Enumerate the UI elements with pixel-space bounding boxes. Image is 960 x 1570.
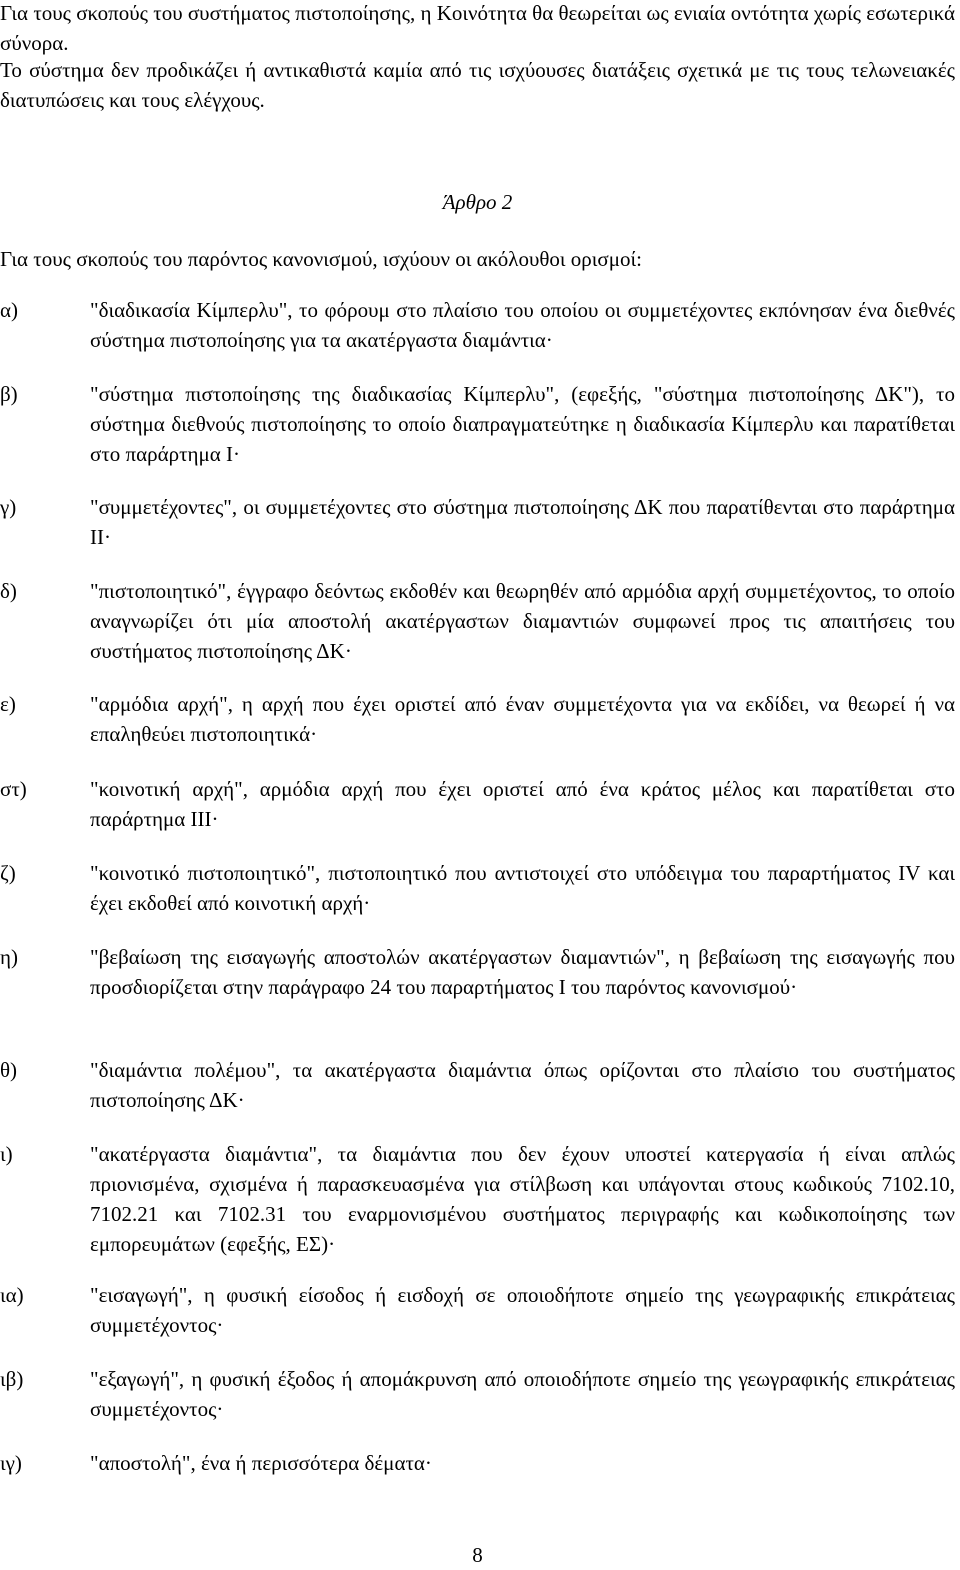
definition-item (0, 1448, 955, 1478)
intro-paragraph-2-text: Το σύστημα δεν προδικάζει ή αντικαθιστά καμία από τις ισχύουσες διατάξεις σχετικά με τις τους τελωνειακές διατυπώσεις και τους ελέγχους. (0, 58, 955, 112)
definition-label: β) (0, 382, 18, 406)
definition-item (0, 295, 955, 355)
definition-text: "εισαγωγή", η φυσική είσοδος ή εισδοχή σε οποιοδήποτε σημείο της γεωγραφικής επικράτειας συμμετέχοντος· (90, 1283, 955, 1337)
definition-item (0, 774, 955, 834)
definition-label: δ) (0, 579, 17, 603)
definition-item (0, 1280, 955, 1340)
definition-text: "διαμάντια πολέμου", τα ακατέργαστα διαμάντια όπως ορίζονται στο πλαίσιο του συστήματος πιστοποίησης ΔΚ· (90, 1058, 955, 1112)
definition-label: ιβ) (0, 1367, 24, 1391)
definition-text: "αρμόδια αρχή", η αρχή που έχει οριστεί από έναν συμμετέχοντα για να εκδίδει, να θεωρεί ή να επαληθεύει πιστοποιητικά· (90, 692, 955, 746)
definition-text: "ακατέργαστα διαμάντια", τα διαμάντια που δεν έχουν υποστεί κατεργασία ή είναι απλώς πριονισμένα, σχισμένα ή παρασκευασμένα για στίλβωση και υπάγονται στους κωδικούς 7102.10, 7102.21 και 7102.31 του εναρμονισμένου συστήματος περιγραφής και κωδικοποίησης των εμπορευμάτων (εφεξής, ΕΣ)· (90, 1142, 955, 1256)
intro-paragraph-1-text: Για τους σκοπούς του συστήματος πιστοποίησης, η Κοινότητα θα θεωρείται ως ενιαία οντότητα χωρίς εσωτερικά σύνορα. (0, 1, 955, 55)
definition-label: ε) (0, 692, 16, 716)
definition-text: "κοινοτικό πιστοποιητικό", πιστοποιητικό που αντιστοιχεί στο υπόδειγμα του παραρτήματος IV και έχει εκδοθεί από κοινοτική αρχή· (90, 861, 955, 915)
definition-text: "αποστολή", ένα ή περισσότερα δέματα· (90, 1451, 432, 1475)
definition-item (0, 1139, 955, 1259)
definition-item (0, 1055, 955, 1115)
intro-paragraph-2 (0, 55, 955, 115)
definition-label: ζ) (0, 861, 16, 885)
article-lead: Για τους σκοπούς του παρόντος κανονισμού, ισχύουν οι ακόλουθοι ορισμοί: (0, 247, 642, 271)
definition-label: θ) (0, 1058, 18, 1082)
definition-text: "διαδικασία Κίμπερλυ", το φόρουμ στο πλαίσιο του οποίου οι συμμετέχοντες εκπόνησαν ένα διεθνές σύστημα πιστοποίησης για τα ακατέργαστα διαμάντια· (90, 298, 955, 352)
definition-text: "συμμετέχοντες", οι συμμετέχοντες στο σύστημα πιστοποίησης ΔΚ που παρατίθενται στο παράρτημα ΙΙ· (90, 495, 955, 549)
definition-item (0, 1364, 955, 1424)
article-title: Άρθρο 2 (442, 190, 513, 214)
definition-item (0, 942, 955, 1002)
definition-label: η) (0, 945, 18, 969)
definition-text: "πιστοποιητικό", έγγραφο δεόντως εκδοθέν και θεωρηθέν από αρμόδια αρχή συμμετέχοντος, το οποίο αναγνωρίζει ότι μία αποστολή ακατέργαστων διαμαντιών συμφωνεί προς τις απαιτήσεις του συστήματος πιστοποίησης ΔΚ· (90, 579, 955, 663)
definition-item (0, 858, 955, 918)
definition-item (0, 379, 955, 469)
definition-label: στ) (0, 777, 27, 801)
definition-text: "σύστημα πιστοποίησης της διαδικασίας Κίμπερλυ", (εφεξής, "σύστημα πιστοποίησης ΔΚ"), το σύστημα διεθνούς πιστοποίησης το οποίο διαπραγματεύτηκε η διαδικασία Κίμπερλυ και παρατίθεται στο παράρτημα Ι· (90, 382, 955, 466)
intro-paragraph-1 (0, 0, 955, 58)
definition-label: ια) (0, 1283, 24, 1307)
definition-text: "εξαγωγή", η φυσική έξοδος ή απομάκρυνση από οποιοδήποτε σημείο της γεωγραφικής επικράτειας συμμετέχοντος· (90, 1367, 955, 1421)
definition-label: ιγ) (0, 1451, 22, 1475)
definition-item (0, 492, 955, 552)
page-number: 8 (472, 1543, 483, 1567)
definition-label: γ) (0, 495, 17, 519)
definition-item (0, 576, 955, 666)
definition-item (0, 689, 955, 749)
definition-label: α) (0, 298, 18, 322)
definition-label: ι) (0, 1142, 13, 1166)
definition-text: "κοινοτική αρχή", αρμόδια αρχή που έχει οριστεί από ένα κράτος μέλος και παρατίθεται στο παράρτημα ΙΙΙ· (90, 777, 955, 831)
definition-text: "βεβαίωση της εισαγωγής αποστολών ακατέργαστων διαμαντιών", η βεβαίωση της εισαγωγής που προσδιορίζεται στην παράγραφο 24 του παραρτήματος Ι του παρόντος κανονισμού· (90, 945, 955, 999)
